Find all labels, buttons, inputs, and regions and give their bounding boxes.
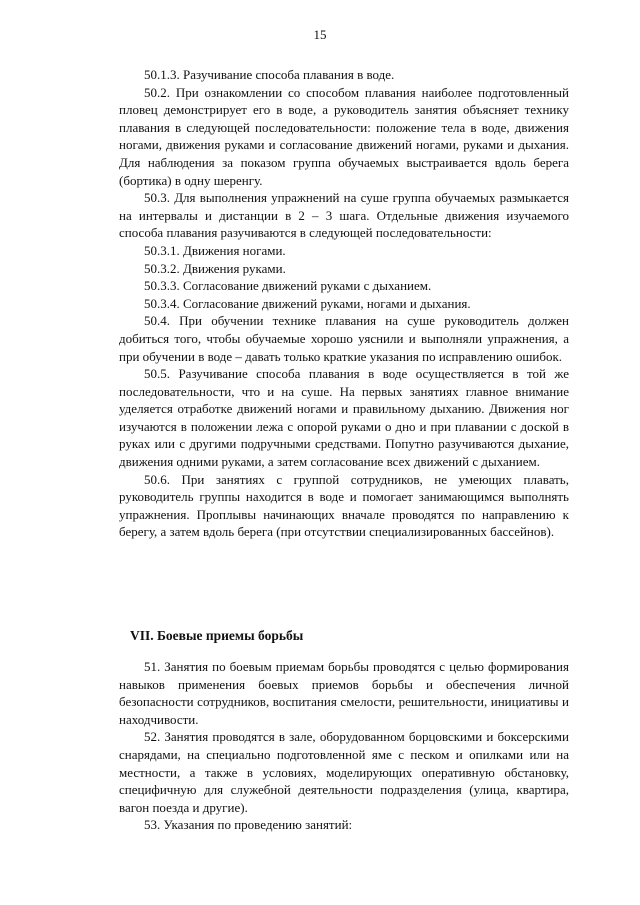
paragraph-50-6: 50.6. При занятиях с группой сотрудников, не умеющих плавать, руководитель группы находится в воде и помогает занимающимся выполнять упражнения. Проплывы начинающих вначале проводятся по направлению к берегу, а затем вдоль берега (при отсутствии специализированных бассейнов). bbox=[119, 471, 569, 540]
paragraph-50-1-3: 50.1.3. Разучивание способа плавания в воде. bbox=[144, 67, 395, 82]
paragraph-50-3-1: 50.3.1. Движения ногами. bbox=[144, 242, 286, 258]
paragraph-50-3-2: 50.3.2. Движения руками. bbox=[144, 260, 286, 276]
paragraph-50-3-3: 50.3.3. Согласование движений руками с дыханием. bbox=[144, 278, 432, 294]
page-number: 15 bbox=[313, 27, 327, 42]
paragraph-50-5: 50.5. Разучивание способа плавания в воде осуществляется в той же последовательности, что и на суше. На первых занятиях главное внимание уделяется отработке движений ногами и правильному дыханию. Движения ног изучаются в положении лежа с опорой руками о дно и при плавании с доской в руках или с другими подручными средствами. Попутно разучиваются дыхание, движения одними руками, а затем согласование всех движений с дыханием. bbox=[119, 366, 569, 470]
paragraph-50-3-4: 50.3.4. Согласование движений руками, ногами и дыхания. bbox=[144, 295, 471, 311]
section-heading: VII. Боевые приемы борьбы bbox=[130, 628, 304, 643]
paragraph-52: 52. Занятия проводятся в зале, оборудованном борцовскими и боксерскими снарядами, на специально подготовленной яме с песком и опилками или на местности, а также в условиях, моделирующих оперативную обстановку, специфичную для служебной деятельности подразделения (улица, квартира, вагон поезда и другие). bbox=[119, 729, 569, 815]
paragraph-50-4: 50.4. При обучении технике плавания на суше руководитель должен добиться того, чтобы обучаемые хорошо уяснили и выполняли упражнения, а при обучении в воде – давать только краткие указания по исправлению ошибок. bbox=[119, 313, 569, 364]
paragraph-53: 53. Указания по проведению занятий: bbox=[144, 817, 353, 833]
section-text bbox=[119, 658, 569, 834]
body-text bbox=[119, 66, 569, 541]
paragraph-50-2: 50.2. При ознакомлении со способом плавания наиболее подготовленный пловец демонстрирует его в воде, а руководитель занятия объясняет технику плавания в следующей последовательности: положение тела в воде, движения ногами, движения руками и согласование движений ногами, руками и дыхания. Для наблюдения за показом группа обучаемых выстраивается вдоль берега (бортика) в одну шеренгу. bbox=[119, 84, 569, 188]
paragraph-50-3: 50.3. Для выполнения упражнений на суше группа обучаемых размыкается на интервалы и дистанции в 2 – 3 шага. Отдельные движения изучаемого способа плавания разучиваются в следующей последовательности: bbox=[119, 190, 569, 241]
paragraph-51: 51. Занятия по боевым приемам борьбы проводятся с целью формирования навыков применения боевых приемов борьбы и обеспечения личной безопасности сотрудников, воспитания смелости, решительности, инициативы и находчивости. bbox=[119, 659, 569, 727]
